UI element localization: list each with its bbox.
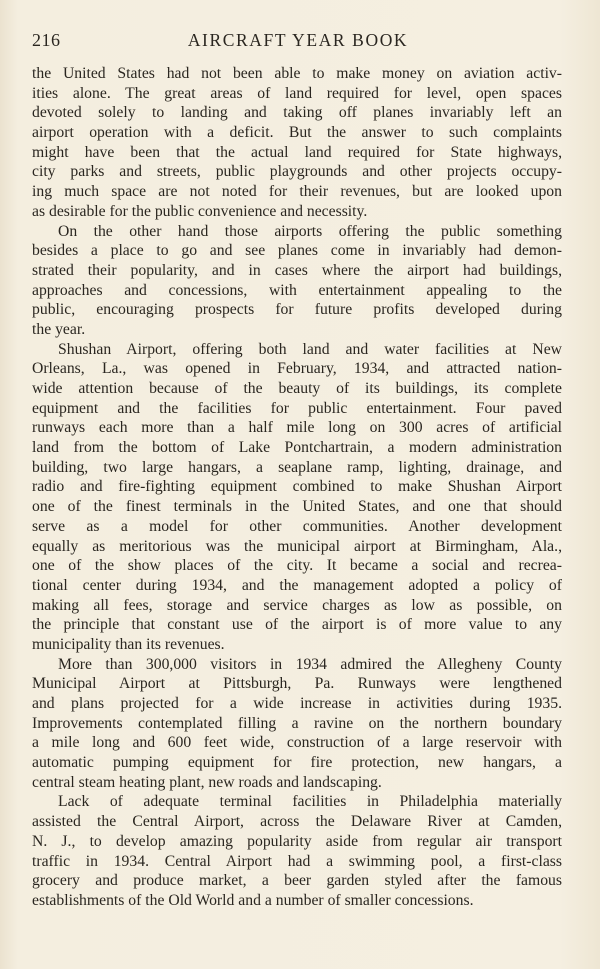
text-line: assisted the Central Airport, across the Delaware River at Camden, <box>32 813 562 831</box>
text-line: traffic in 1934. Central Airport had a swimming pool, a first-class <box>32 852 562 870</box>
text-line: one of the show places of the city. It became a social and recrea- <box>32 557 562 575</box>
running-head: AIRCRAFT YEAR BOOK <box>187 30 409 50</box>
text-line: Improvements contemplated filling a ravine on the northern boundary <box>32 714 562 732</box>
body-text <box>32 64 562 911</box>
text-line: automatic pumping equipment for fire protection, new hangars, a <box>32 754 562 772</box>
text-line: equally as meritorious was the municipal airport at Birmingham, Ala., <box>32 537 562 555</box>
text-line: On the other hand those airports offering the public something <box>58 222 562 240</box>
text-line: serve as a model for other communities. Another development <box>32 517 562 535</box>
text-line: making all fees, storage and service charges as low as possible, on <box>32 596 562 614</box>
text-line: city parks and streets, public playgrounds and other projects occupy- <box>32 163 562 181</box>
page-header <box>32 30 564 56</box>
text-line: airport operation with a deficit. But the answer to such complaints <box>32 124 562 142</box>
paragraph <box>32 792 562 910</box>
text-line: ities alone. The great areas of land required for level, open spaces <box>32 84 562 102</box>
text-line: as desirable for the public convenience and necessity. <box>32 202 368 220</box>
text-line: wide attention because of the beauty of its buildings, its complete <box>32 380 562 397</box>
text-line: public, encouraging prospects for future profits developed during <box>32 301 562 319</box>
page-number: 216 <box>32 30 61 50</box>
text-line: Shushan Airport, offering both land and water facilities at New <box>58 340 562 358</box>
text-line: strated their popularity, and in cases where the airport had buildings, <box>32 261 562 279</box>
paragraph <box>32 655 562 793</box>
text-line: land from the bottom of Lake Pontchartrain, a modern administration <box>32 439 562 457</box>
text-line: central steam heating plant, new roads and landscaping. <box>32 773 382 791</box>
text-line: and plans projected for a wide increase in activities during 1935. <box>32 695 562 712</box>
paragraph <box>32 222 562 340</box>
text-line: the United States had not been able to make money on aviation activ- <box>32 65 562 82</box>
text-line: N. J., to develop amazing popularity aside from regular air transport <box>32 832 562 850</box>
paragraph <box>32 340 562 655</box>
text-line: Orleans, La., was opened in February, 1934, and attracted nation- <box>32 360 562 378</box>
text-line: besides a place to go and see planes come in invariably had demon- <box>32 242 562 260</box>
text-line: runways each more than a half mile long on 300 acres of artificial <box>32 419 562 437</box>
text-line: radio and fire-fighting equipment combined to make Shushan Airport <box>32 478 562 496</box>
text-line: building, two large hangars, a seaplane ramp, lighting, drainage, and <box>32 458 562 476</box>
text-line: the year. <box>32 320 86 338</box>
text-line: a mile long and 600 feet wide, construction of a large reservoir with <box>32 734 562 752</box>
text-line: might have been that the actual land required for State highways, <box>32 143 562 161</box>
paragraph <box>32 64 562 222</box>
text-line: one of the finest terminals in the United States, and one that should <box>32 498 562 516</box>
text-line: tional center during 1934, and the management adopted a policy of <box>32 576 562 594</box>
text-line: approaches and concessions, with entertainment appealing to the <box>32 281 562 299</box>
text-line: establishments of the Old World and a number of smaller concessions. <box>32 891 474 909</box>
text-line: grocery and produce market, a beer garden styled after the famous <box>32 872 562 890</box>
text-line: devoted solely to landing and taking off planes invariably left an <box>32 104 562 122</box>
text-line: Lack of adequate terminal facilities in Philadelphia materially <box>58 793 562 811</box>
text-line: equipment and the facilities for public entertainment. Four paved <box>32 399 562 417</box>
text-line: municipality than its revenues. <box>32 635 225 653</box>
text-line: the principle that constant use of the airport is of more value to any <box>32 616 562 634</box>
text-line: More than 300,000 visitors in 1934 admired the Allegheny County <box>58 655 562 673</box>
text-line: ing much space are not noted for their revenues, but are looked upon <box>32 183 562 201</box>
text-line: Municipal Airport at Pittsburgh, Pa. Runways were lengthened <box>32 675 562 693</box>
